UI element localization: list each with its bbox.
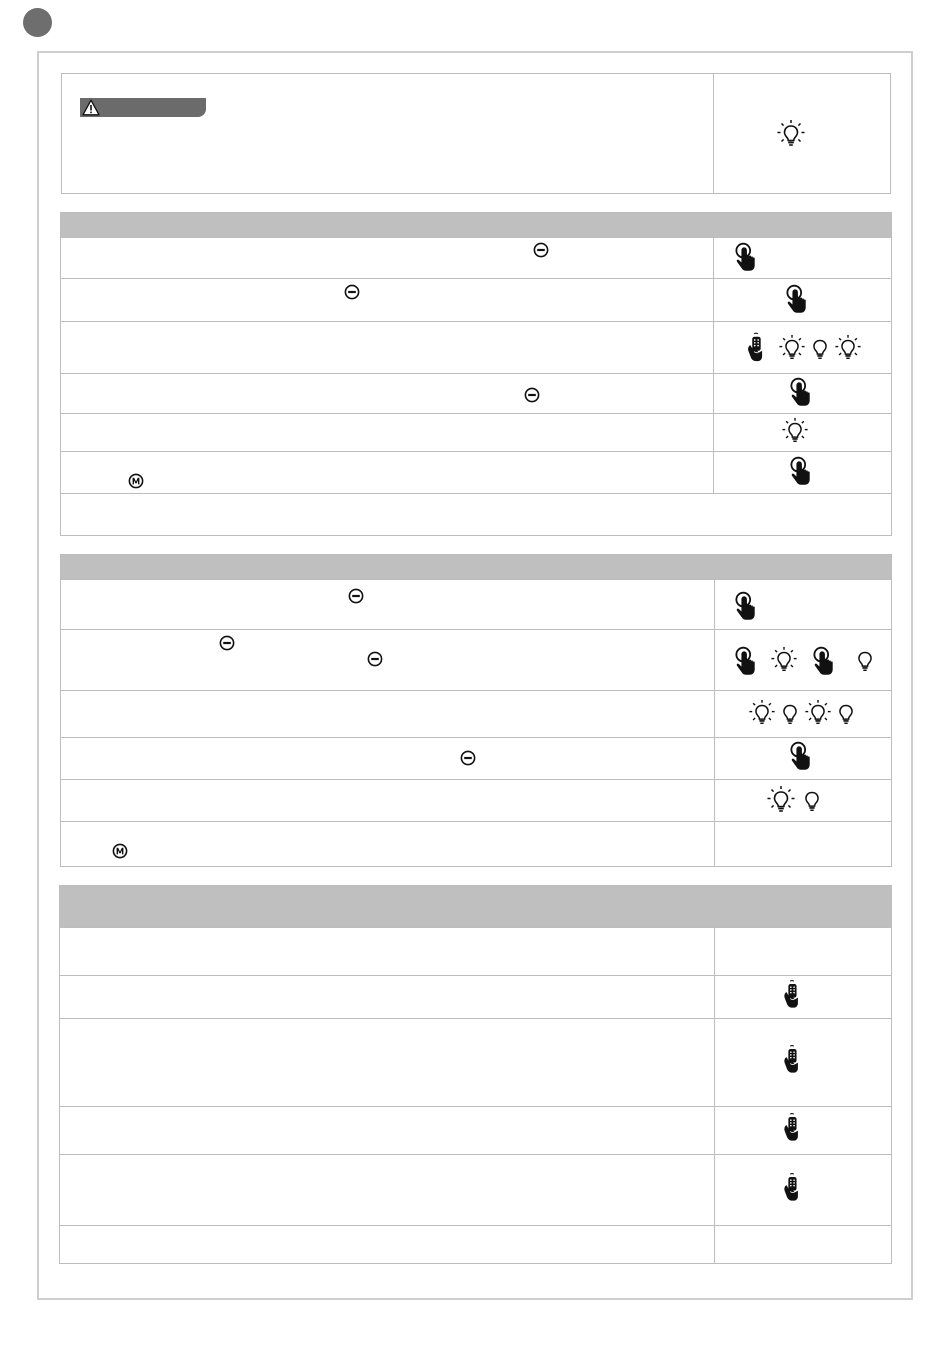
remote-control-icon: [782, 1044, 802, 1074]
icon-cell: [714, 976, 891, 1018]
press-button-icon: [790, 455, 812, 487]
lamp-on-icon: [776, 119, 806, 149]
press-button-icon: [813, 645, 835, 677]
table-row: [60, 1225, 891, 1264]
press-button-icon: [735, 645, 757, 677]
table-row: [60, 1106, 891, 1154]
table-3-header: [60, 886, 891, 927]
icon-cell: [714, 1107, 891, 1154]
minus-button-icon: [219, 635, 235, 651]
icon-cell: [714, 822, 891, 867]
table-row: [61, 579, 891, 629]
lamp-off-icon: [798, 786, 826, 814]
press-button-icon: [790, 376, 812, 408]
icon-cell: [714, 928, 891, 975]
table-row: [61, 237, 891, 278]
table-row: [61, 629, 891, 690]
column-divider: [713, 74, 714, 193]
table-row: [61, 451, 891, 493]
press-button-icon: [735, 590, 757, 622]
m-button-icon: [112, 843, 128, 859]
icon-cell: [714, 1226, 891, 1264]
press-button-icon: [735, 241, 757, 273]
page-marker-dot: [23, 8, 52, 37]
lamp-on-icon: [834, 334, 862, 362]
remote-control-icon: [782, 1172, 802, 1202]
lamp-on-icon: [766, 785, 796, 815]
lamp-off-icon: [851, 646, 879, 674]
table-2-header: [61, 555, 891, 579]
lamp-on-icon: [778, 334, 806, 362]
lamp-off-icon: [776, 699, 804, 727]
table-row: [60, 927, 891, 975]
remote-control-icon: [745, 332, 767, 362]
press-button-icon: [790, 740, 812, 772]
table-row: [61, 413, 891, 451]
lamp-off-icon: [806, 334, 834, 362]
lamp-off-icon: [832, 699, 860, 727]
table-row: [60, 975, 891, 1018]
lamp-on-icon: [781, 417, 809, 445]
procedure-table-1: [60, 212, 892, 536]
remote-control-icon: [782, 979, 802, 1009]
press-button-icon: [786, 283, 808, 315]
lamp-on-icon: [770, 646, 798, 674]
minus-button-icon: [460, 750, 476, 766]
minus-button-icon: [367, 651, 383, 667]
m-button-icon: [128, 473, 144, 489]
table-row: [61, 373, 891, 413]
lamp-on-icon: [748, 699, 776, 727]
icon-cell: [714, 1155, 891, 1225]
table-1-header: [61, 213, 891, 237]
minus-button-icon: [348, 588, 364, 604]
table-row: [61, 737, 891, 779]
lamp-on-icon: [804, 699, 832, 727]
table-row: [61, 278, 891, 321]
minus-button-icon: [344, 284, 360, 300]
warning-triangle-icon: [82, 99, 100, 116]
remote-control-icon: [782, 1112, 802, 1142]
minus-button-icon: [524, 387, 540, 403]
icon-cell: [714, 1019, 891, 1106]
table-row: [61, 821, 891, 867]
warning-panel: [61, 73, 891, 194]
table-row: [60, 1018, 891, 1106]
table-row: [60, 1154, 891, 1225]
procedure-table-3: [59, 885, 892, 1264]
table-row: [61, 493, 891, 536]
warning-badge: [80, 98, 206, 117]
minus-button-icon: [533, 242, 549, 258]
